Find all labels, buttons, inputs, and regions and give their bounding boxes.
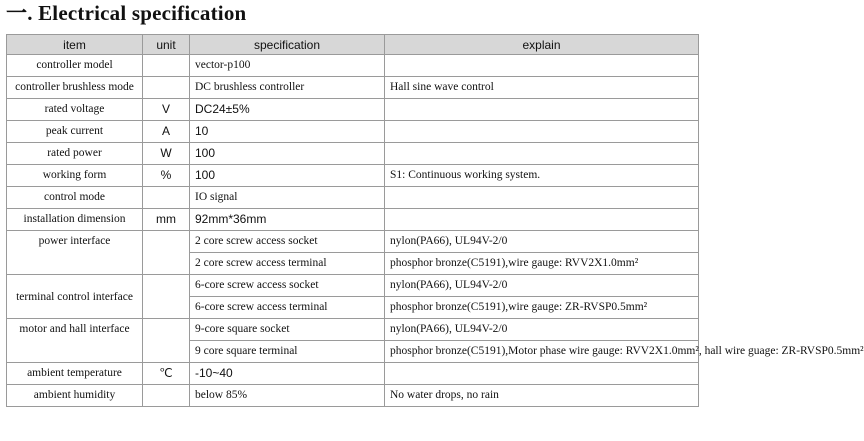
- spec-cell: below 85%: [190, 385, 385, 407]
- item-cell: installation dimension: [7, 209, 143, 231]
- spec-cell: 6-core screw access terminal: [190, 297, 385, 319]
- table-row: [7, 319, 699, 341]
- spec-cell: IO signal: [190, 187, 385, 209]
- explain-cell: [385, 55, 699, 77]
- spec-cell: 2 core screw access terminal: [190, 253, 385, 275]
- explain-cell: phosphor bronze(C5191),wire gauge: RVV2X1.0mm²: [385, 253, 699, 275]
- header-specification: specification: [190, 35, 385, 55]
- unit-cell: A: [143, 121, 190, 143]
- header-unit: unit: [143, 35, 190, 55]
- item-cell: ambient temperature: [7, 363, 143, 385]
- header-item: item: [7, 35, 143, 55]
- unit-cell: W: [143, 143, 190, 165]
- table-row: [7, 55, 699, 77]
- explain-cell: phosphor bronze(C5191),Motor phase wire gauge: RVV2X1.0mm², hall wire guage: ZR-RVSP0.5mm²: [385, 341, 699, 363]
- spec-cell: 9-core square socket: [190, 319, 385, 341]
- explain-cell: [385, 187, 699, 209]
- spec-cell: DC brushless controller: [190, 77, 385, 99]
- explain-cell: nylon(PA66), UL94V-2/0: [385, 319, 699, 341]
- item-cell: working form: [7, 165, 143, 187]
- explain-cell: nylon(PA66), UL94V-2/0: [385, 231, 699, 253]
- spec-cell: vector-p100: [190, 55, 385, 77]
- unit-cell: [143, 187, 190, 209]
- spec-cell: DC24±5%: [190, 99, 385, 121]
- item-cell: motor and hall interface: [7, 319, 143, 363]
- item-cell: control mode: [7, 187, 143, 209]
- table-row: [7, 385, 699, 407]
- spec-cell: 100: [190, 165, 385, 187]
- spec-cell: 100: [190, 143, 385, 165]
- explain-cell: phosphor bronze(C5191),wire gauge: ZR-RVSP0.5mm²: [385, 297, 699, 319]
- explain-cell: S1: Continuous working system.: [385, 165, 699, 187]
- explain-cell: Hall sine wave control: [385, 77, 699, 99]
- unit-cell: [143, 385, 190, 407]
- table-row: [7, 231, 699, 253]
- explain-cell: [385, 121, 699, 143]
- unit-cell: [143, 319, 190, 363]
- unit-cell: ℃: [143, 363, 190, 385]
- table-row: [7, 363, 699, 385]
- table-row: [7, 121, 699, 143]
- item-cell: peak current: [7, 121, 143, 143]
- item-cell: rated voltage: [7, 99, 143, 121]
- unit-cell: [143, 231, 190, 275]
- explain-cell: nylon(PA66), UL94V-2/0: [385, 275, 699, 297]
- item-cell: terminal control interface: [7, 275, 143, 319]
- item-cell: controller brushless mode: [7, 77, 143, 99]
- header-explain: explain: [385, 35, 699, 55]
- table-row: [7, 275, 699, 297]
- page-title: 一. Electrical specification: [6, 1, 247, 25]
- unit-cell: [143, 275, 190, 319]
- item-cell: power interface: [7, 231, 143, 275]
- spec-cell: 6-core screw access socket: [190, 275, 385, 297]
- item-cell: controller model: [7, 55, 143, 77]
- explain-cell: [385, 143, 699, 165]
- spec-cell: 10: [190, 121, 385, 143]
- unit-cell: mm: [143, 209, 190, 231]
- unit-cell: V: [143, 99, 190, 121]
- spec-cell: 9 core square terminal: [190, 341, 385, 363]
- item-cell: rated power: [7, 143, 143, 165]
- table-row: [7, 143, 699, 165]
- unit-cell: [143, 55, 190, 77]
- table-row: [7, 165, 699, 187]
- table-row: [7, 99, 699, 121]
- explain-cell: No water drops, no rain: [385, 385, 699, 407]
- spec-cell: 2 core screw access socket: [190, 231, 385, 253]
- spec-cell: -10~40: [190, 363, 385, 385]
- explain-cell: [385, 209, 699, 231]
- electrical-spec-table: [6, 34, 864, 407]
- explain-cell: [385, 363, 699, 385]
- table-header-row: [7, 35, 699, 55]
- table-row: [7, 209, 699, 231]
- item-cell: ambient humidity: [7, 385, 143, 407]
- unit-cell: [143, 77, 190, 99]
- explain-cell: [385, 99, 699, 121]
- table-row: [7, 77, 699, 99]
- unit-cell: %: [143, 165, 190, 187]
- spec-cell: 92mm*36mm: [190, 209, 385, 231]
- table-row: [7, 187, 699, 209]
